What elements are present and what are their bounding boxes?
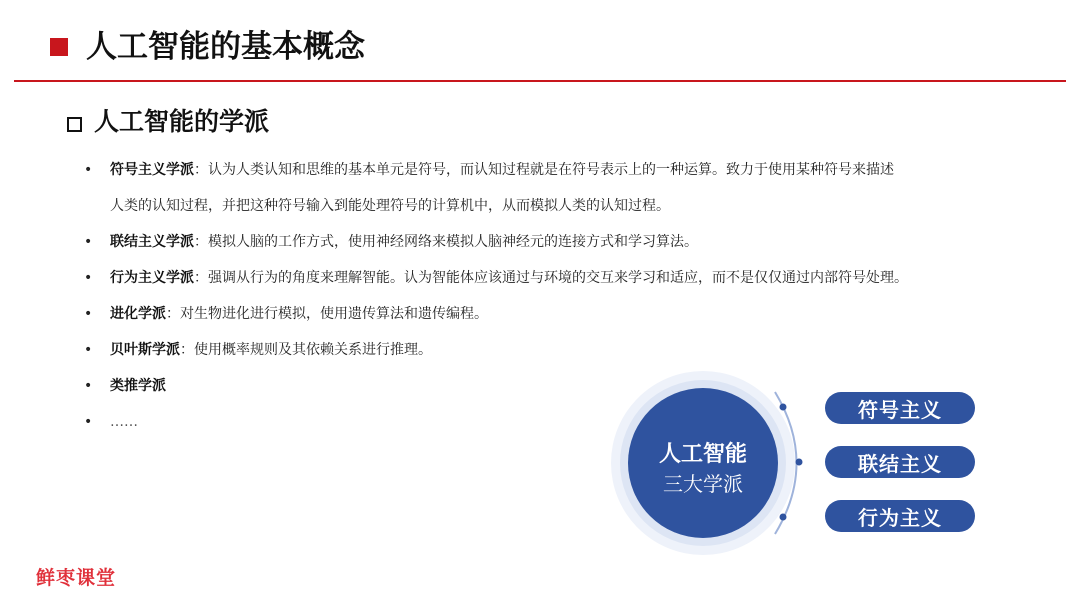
item-continuation: 人类的认知过程，并把这种符号输入到能处理符号的计算机中，从而模拟人类的认知过程。 (110, 198, 670, 214)
header-divider (14, 80, 1066, 82)
item-text: ：模拟人脑的工作方式，使用神经网络来模拟人脑神经元的连接方式和学习算法。 (194, 234, 698, 250)
item-label: 贝叶斯学派 (110, 342, 180, 358)
item-label: 联结主义学派 (110, 234, 194, 250)
item-text: ：对生物进化进行模拟，使用遗传算法和遗传编程。 (166, 306, 488, 322)
bullet-icon: • (84, 414, 93, 430)
bullet-icon: • (84, 306, 93, 322)
page-title: 人工智能的基本概念 (86, 29, 365, 65)
bullet-icon: • (84, 234, 93, 250)
connector-dot (780, 514, 787, 521)
hollow-square-bullet-icon (67, 117, 82, 132)
item-text: …… (110, 414, 138, 430)
bullet-icon: • (84, 162, 93, 178)
bullet-icon: • (84, 342, 93, 358)
item-text: ：认为人类认知和思维的基本单元是符号，而认知过程就是在符号表示上的一种运算。致力于使用某种符号来描述 (194, 162, 894, 178)
connector-dot (780, 404, 787, 411)
item-label: 行为主义学派 (110, 270, 194, 286)
school-pill-connectionism: 联结主义 (825, 446, 975, 478)
item-label: 进化学派 (110, 306, 166, 322)
center-title: 人工智能 (658, 442, 747, 467)
bullet-icon: • (84, 378, 93, 394)
school-pill-behaviorism: 行为主义 (825, 500, 975, 532)
title-marker-square (50, 38, 68, 56)
center-subtitle: 三大学派 (663, 472, 743, 496)
section-title: 人工智能的学派 (94, 107, 270, 136)
bullet-icon: • (84, 270, 93, 286)
brand-logo-text: 鲜枣课堂 (36, 567, 117, 589)
item-label: 符号主义学派 (110, 162, 194, 178)
school-pill-symbolism: 符号主义 (825, 392, 975, 424)
connector-dot (796, 459, 803, 466)
item-text: ：使用概率规则及其依赖关系进行推理。 (180, 342, 432, 358)
item-label: 类推学派 (110, 378, 166, 394)
item-text: ：强调从行为的角度来理解智能。认为智能体应该通过与环境的交互来学习和适应，而不是仅仅通过内部符号处理。 (194, 270, 908, 286)
